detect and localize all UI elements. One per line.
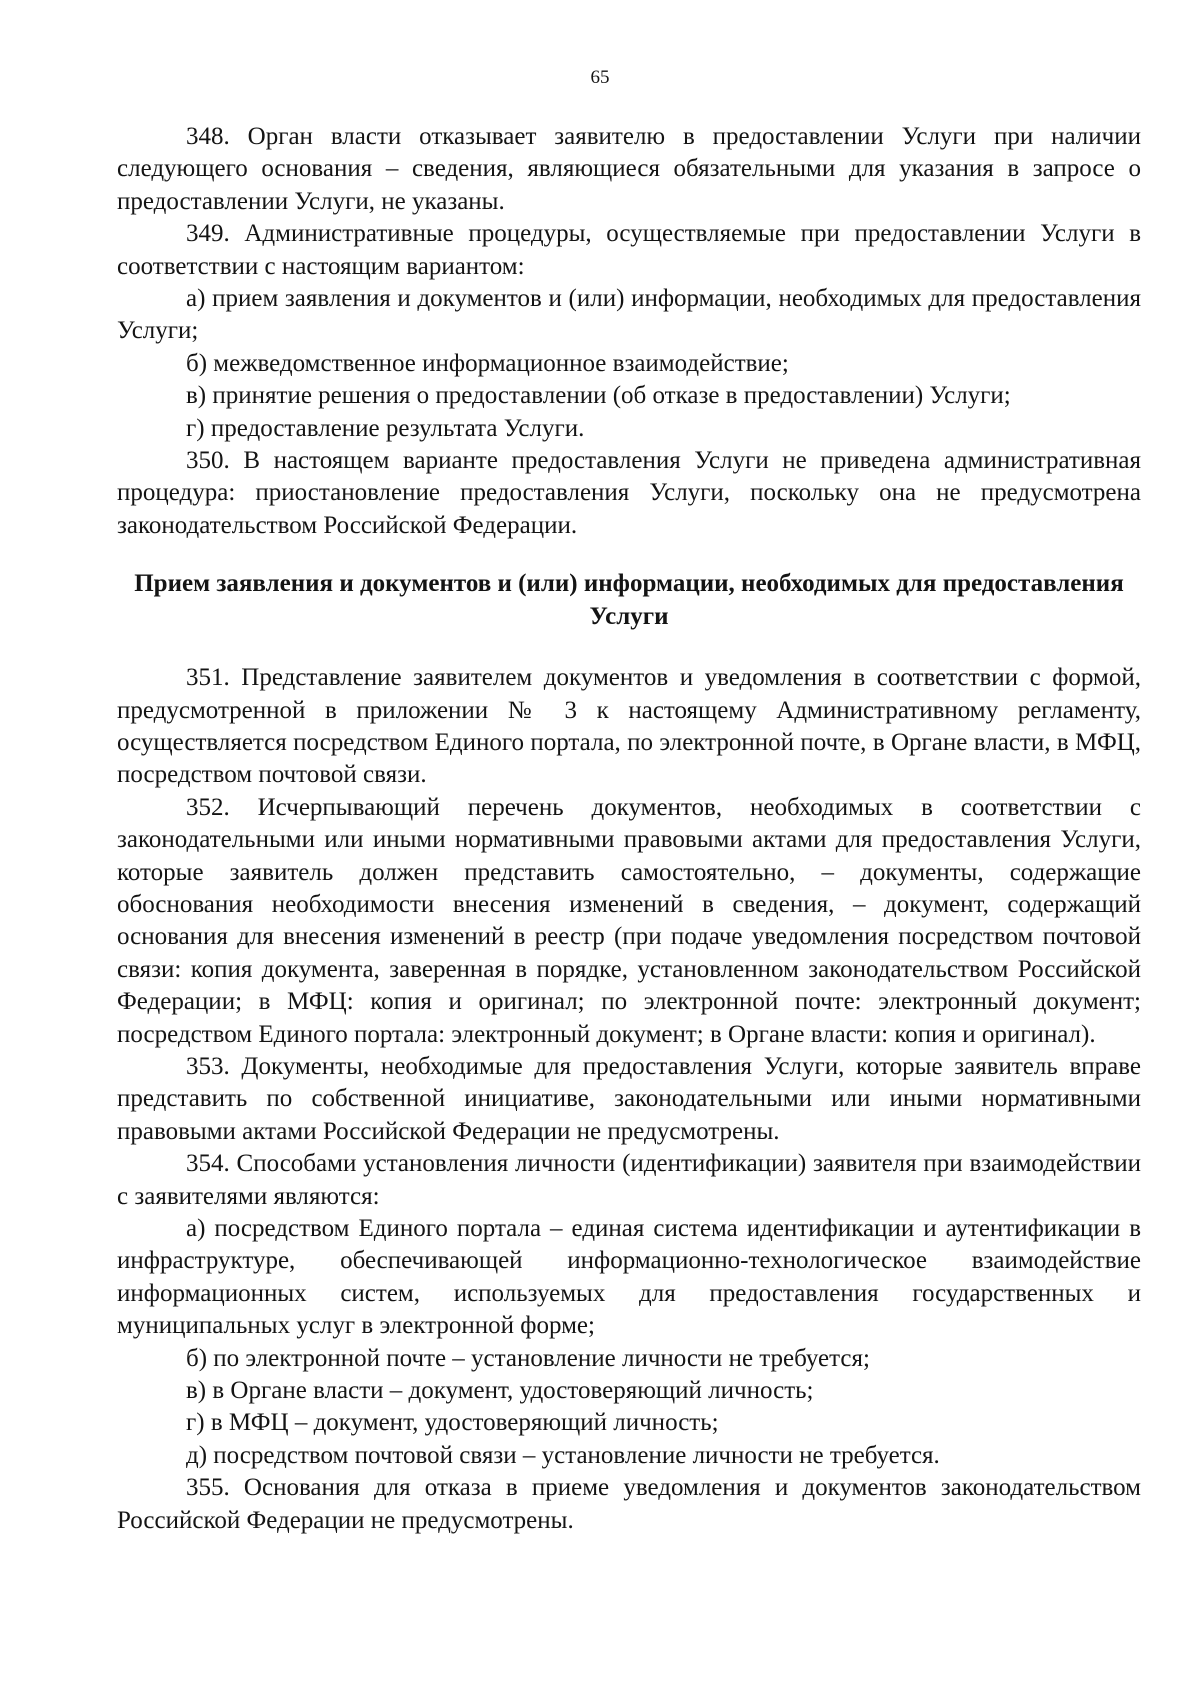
list-item-354-d: д) посредством почтовой связи – установление личности не требуется. — [186, 1441, 940, 1469]
list-item-349-g: г) предоставление результата Услуги. — [186, 414, 585, 442]
paragraph-353: 353. Документы, необходимые для предоставления Услуги, которые заявитель вправе представить по собственной инициативе, законодательными или иными нормативными правовыми актами Российской Федерации не предусмотрены. — [117, 1052, 1141, 1145]
list-item-349-v: в) принятие решения о предоставлении (об отказе в предоставлении) Услуги; — [186, 382, 1011, 410]
document-body — [117, 121, 1141, 1537]
paragraph-350: 350. В настоящем варианте предоставления Услуги не приведена административная процедура: приостановление предоставления Услуги, поскольку она не предусмотрена законодательством Российской Федерации. — [117, 447, 1141, 539]
paragraph-352: 352. Исчерпывающий перечень документов, необходимых в соответствии с законодательными или иными нормативными правовыми актами для предоставления Услуги, которые заявитель должен представить самостоятельно, – документы, содержащие обоснования необходимости внесения изменений в сведения, – документ, содержащий основания для внесения изменений в реестр (при подаче уведомления посредством почтовой связи: копия документа, заверенная в порядке, установленном законодательством Российской Федерации; в МФЦ: копия и оригинал; по электронной почте: электронный документ; посредством Единого портала: электронный документ; в Органе власти: копия и оригинал). — [117, 793, 1141, 1048]
paragraph-351: 351. Представление заявителем документов и уведомления в соответствии с формой, предусмотренной в приложении № 3 к настоящему Административному регламенту, осуществляется посредством Единого портала, по электронной почте, в Органе власти, в МФЦ, посредством почтовой связи. — [117, 664, 1141, 789]
section-heading: Прием заявления и документов и (или) информации, необходимых для предоставления Услуги — [134, 570, 1124, 630]
paragraph-355: 355. Основания для отказа в приеме уведомления и документов законодательством Российской Федерации не предусмотрены. — [117, 1474, 1141, 1534]
list-item-349-b: б) межведомственное информационное взаимодействие; — [186, 349, 789, 377]
list-item-354-b: б) по электронной почте – установление личности не требуется; — [186, 1344, 870, 1372]
paragraph-349: 349. Административные процедуры, осуществляемые при предоставлении Услуги в соответствии с настоящим вариантом: — [117, 220, 1141, 280]
list-item-349-a: а) прием заявления и документов и (или) информации, необходимых для предоставления Услуги; — [117, 285, 1141, 345]
list-item-354-v: в) в Органе власти – документ, удостоверяющий личность; — [186, 1377, 814, 1405]
page-number: 65 — [590, 67, 610, 88]
paragraph-348: 348. Орган власти отказывает заявителю в предоставлении Услуги при наличии следующего основания – сведения, являющиеся обязательными для указания в запросе о предоставлении Услуги, не указаны. — [117, 123, 1141, 215]
list-item-354-g: г) в МФЦ – документ, удостоверяющий личность; — [186, 1409, 719, 1437]
list-item-354-a: а) посредством Единого портала – единая система идентификации и аутентификации в инфраструктуре, обеспечивающей информационно-технологическое взаимодействие информационных систем, используемых для предоставления государственных и муниципальных услуг в электронной форме; — [117, 1215, 1141, 1340]
paragraph-354: 354. Способами установления личности (идентификации) заявителя при взаимодействии с заявителями являются: — [117, 1150, 1141, 1210]
